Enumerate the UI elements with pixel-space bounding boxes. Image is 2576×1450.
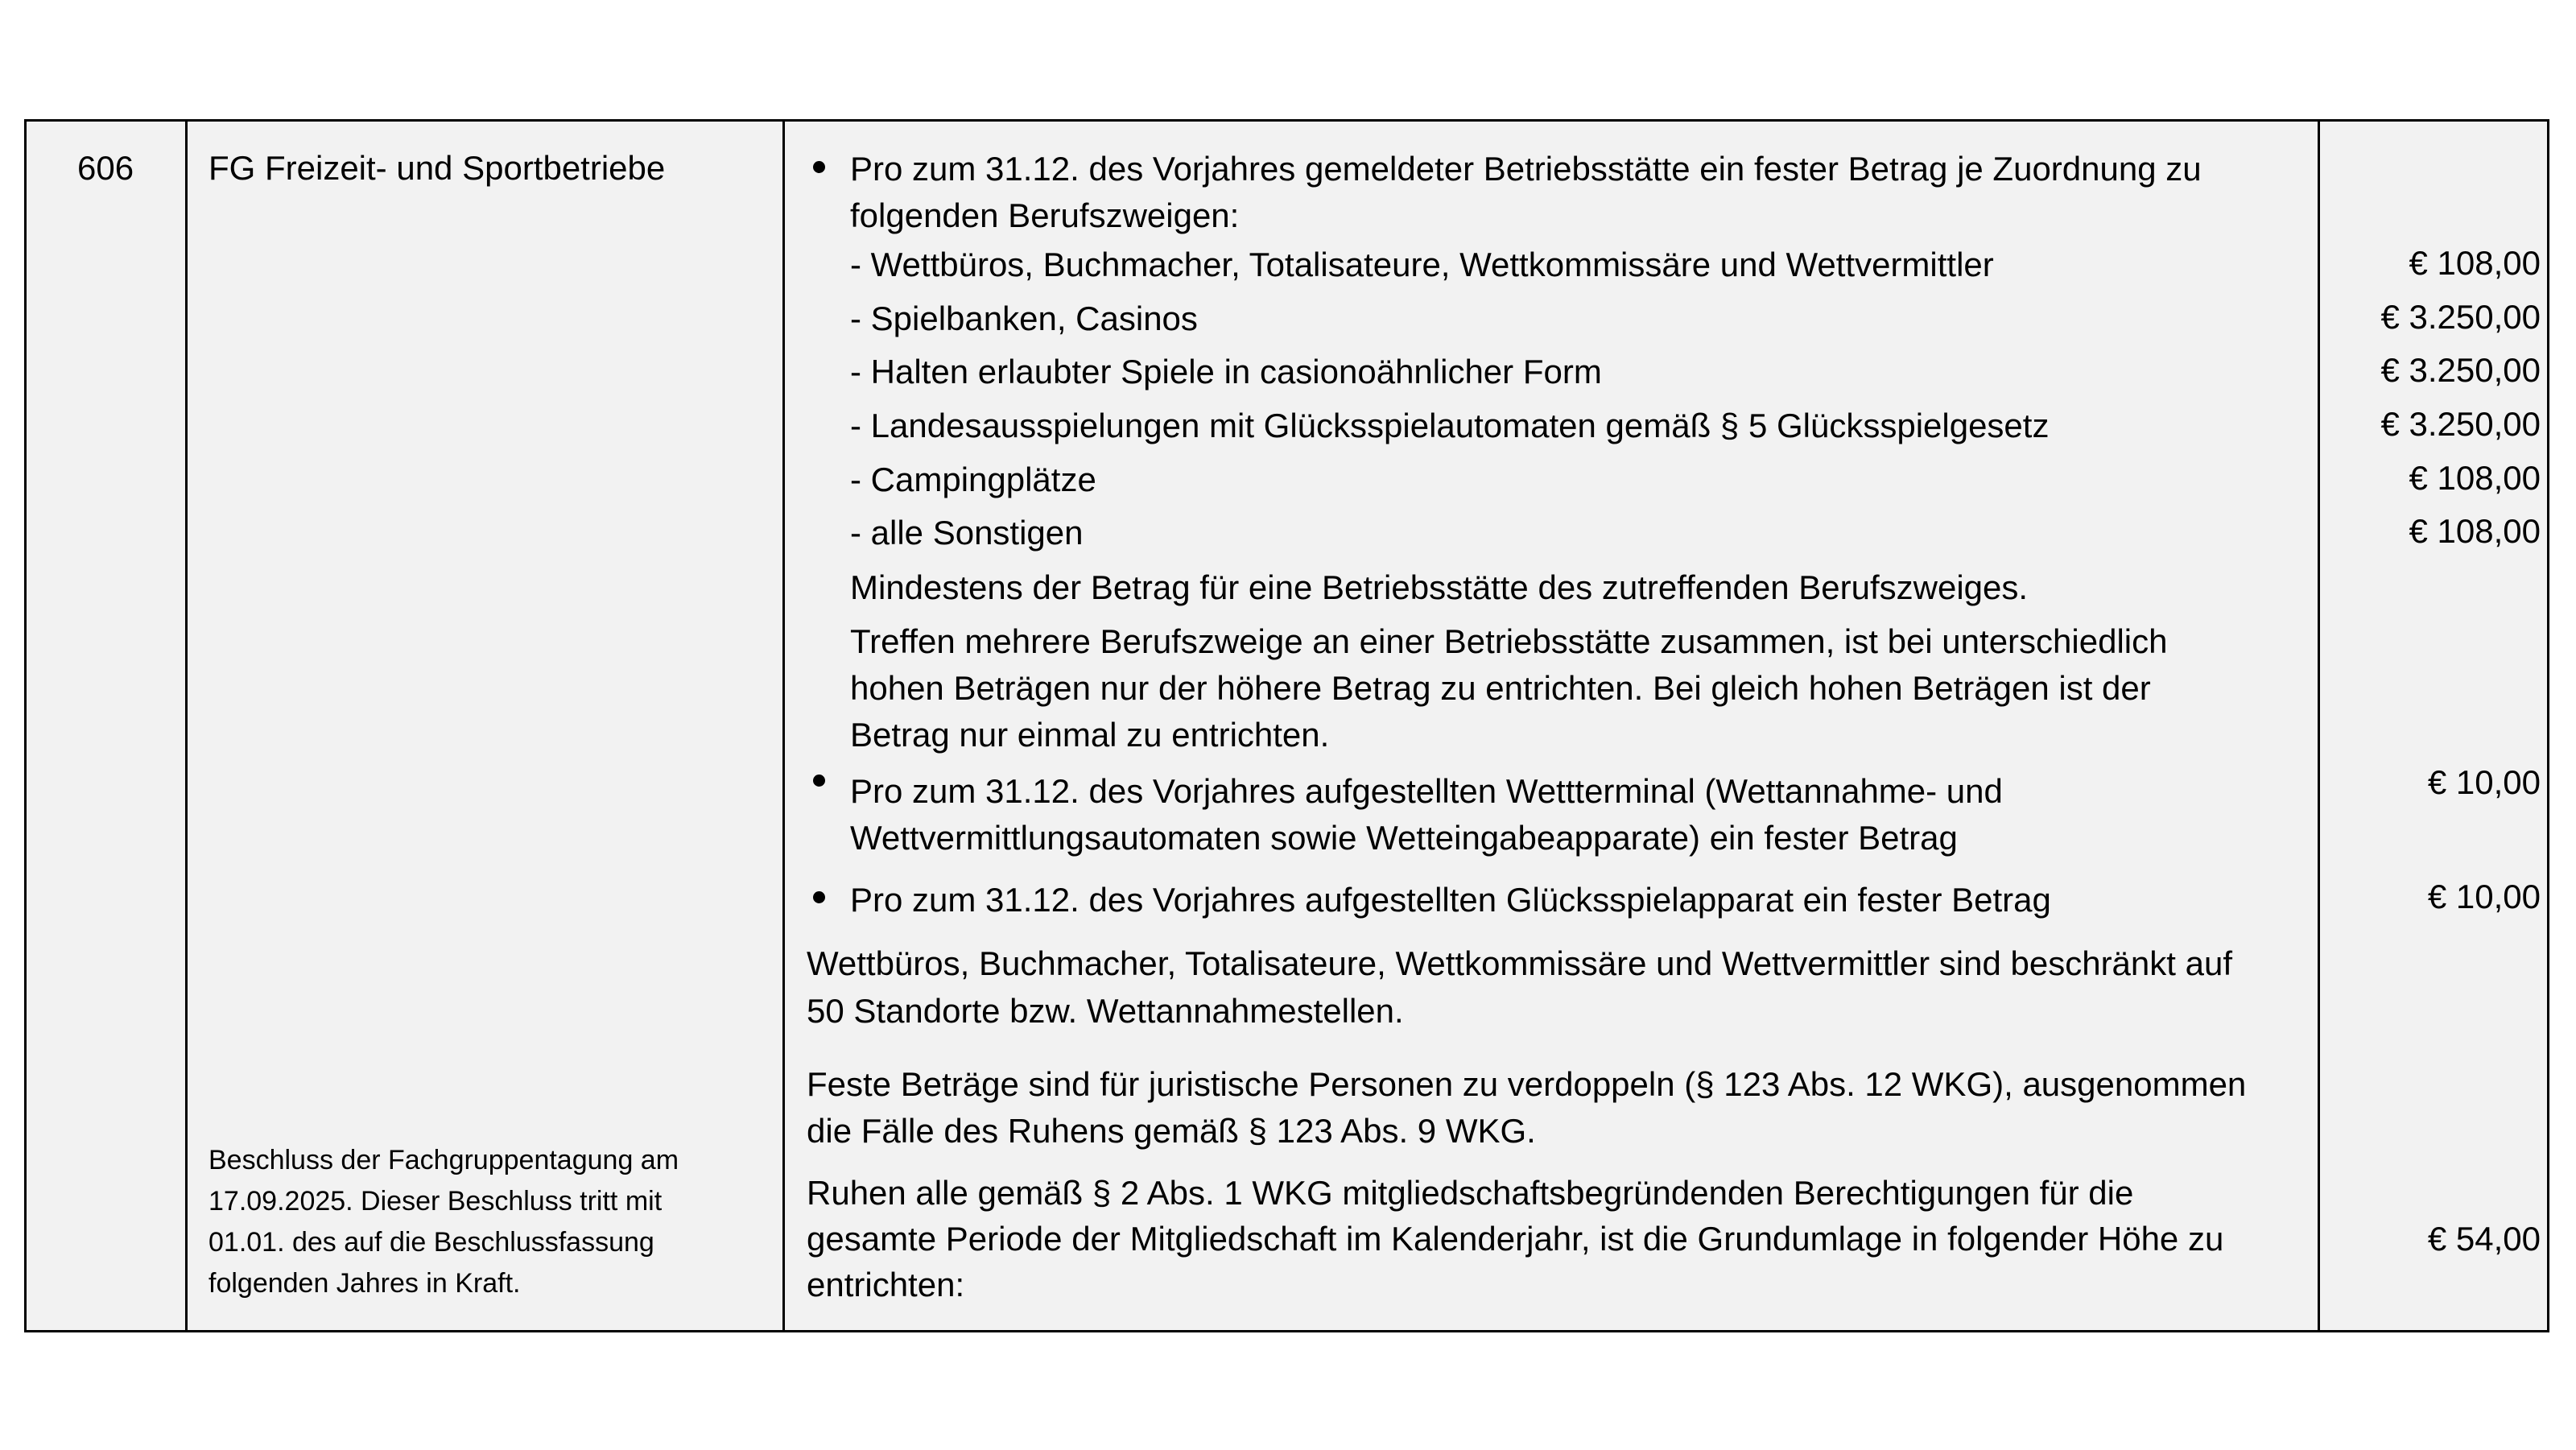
resolution-note-line: 17.09.2025. Dieser Beschluss tritt mit — [208, 1186, 663, 1217]
fee-item-label: - Wettbüros, Buchmacher, Totalisateure, Wettkommissäre und Wettvermittler — [850, 246, 1994, 283]
minimum-note: Mindestens der Betrag für eine Betriebsstätte des zutreffenden Berufszweiges. — [850, 568, 2029, 606]
row-number: 606 — [77, 149, 134, 187]
fee-amount: € 108,00 — [2409, 459, 2541, 497]
limit-note-line: 50 Standorte bzw. Wettannahmestellen. — [807, 992, 1404, 1030]
bullet2-line: Wettvermittlungsautomaten sowie Wetteingabeapparate) ein fester Betrag — [850, 819, 1958, 857]
fee-amount: € 3.250,00 — [2380, 298, 2541, 336]
limit-note-line: Wettbüros, Buchmacher, Totalisateure, Wettkommissäre und Wettvermittler sind beschränkt auf — [807, 944, 2232, 982]
resolution-note-line: folgenden Jahres in Kraft. — [208, 1268, 521, 1299]
fee-item-label: - Spielbanken, Casinos — [850, 300, 1198, 337]
fee-amount: € 108,00 — [2409, 244, 2541, 282]
column-divider — [185, 119, 188, 1332]
fee-item-label: - Campingplätze — [850, 461, 1096, 498]
double-note-line: Feste Beträge sind für juristische Personen zu verdoppeln (§ 123 Abs. 12 WKG), ausgenommen — [807, 1065, 2247, 1103]
multiple-note-line: hohen Beträgen nur der höhere Betrag zu entrichten. Bei gleich hohen Beträgen ist der — [850, 669, 2151, 707]
fee-amount: € 3.250,00 — [2380, 351, 2541, 389]
fee-amount: € 108,00 — [2409, 512, 2541, 550]
multiple-note-line: Treffen mehrere Berufszweige an einer Betriebsstätte zusammen, ist bei unterschiedlich — [850, 622, 2168, 660]
group-name: FG Freizeit- und Sportbetriebe — [208, 149, 666, 187]
fee-amount: € 54,00 — [2427, 1220, 2541, 1258]
double-note-line: die Fälle des Ruhens gemäß § 123 Abs. 9 WKG. — [807, 1112, 1536, 1150]
column-divider — [2318, 119, 2320, 1332]
bullet1-line: Pro zum 31.12. des Vorjahres gemeldeter Betriebsstätte ein fester Betrag je Zuordnung zu — [850, 150, 2202, 188]
bullet2-line: Pro zum 31.12. des Vorjahres aufgestellten Wettterminal (Wettannahme- und — [850, 772, 2003, 810]
rest-note-line: Ruhen alle gemäß § 2 Abs. 1 WKG mitgliedschaftsbegründenden Berechtigungen für die — [807, 1174, 2134, 1212]
rest-note-line: gesamte Periode der Mitgliedschaft im Kalenderjahr, ist die Grundumlage in folgender Höhe zu — [807, 1220, 2224, 1258]
rest-note-line: entrichten: — [807, 1266, 965, 1303]
fee-item-label: - alle Sonstigen — [850, 514, 1084, 551]
multiple-note-line: Betrag nur einmal zu entrichten. — [850, 716, 1330, 754]
fee-item-label: - Halten erlaubter Spiele in casionoähnlicher Form — [850, 353, 1602, 390]
fee-item-label: - Landesausspielungen mit Glücksspielautomaten gemäß § 5 Glücksspielgesetz — [850, 407, 2050, 444]
bullet-icon — [813, 891, 825, 903]
bullet3-line: Pro zum 31.12. des Vorjahres aufgestellten Glücksspielapparat ein fester Betrag — [850, 881, 2051, 919]
fee-amount: € 10,00 — [2427, 878, 2541, 915]
bullet-icon — [813, 775, 825, 787]
bullet-icon — [813, 161, 825, 173]
column-divider — [782, 119, 785, 1332]
resolution-note-line: Beschluss der Fachgruppentagung am — [208, 1145, 679, 1175]
fee-amount: € 10,00 — [2427, 763, 2541, 801]
fee-amount: € 3.250,00 — [2380, 405, 2541, 443]
bullet1-line: folgenden Berufszweigen: — [850, 196, 1240, 234]
resolution-note-line: 01.01. des auf die Beschlussfassung — [208, 1227, 654, 1258]
